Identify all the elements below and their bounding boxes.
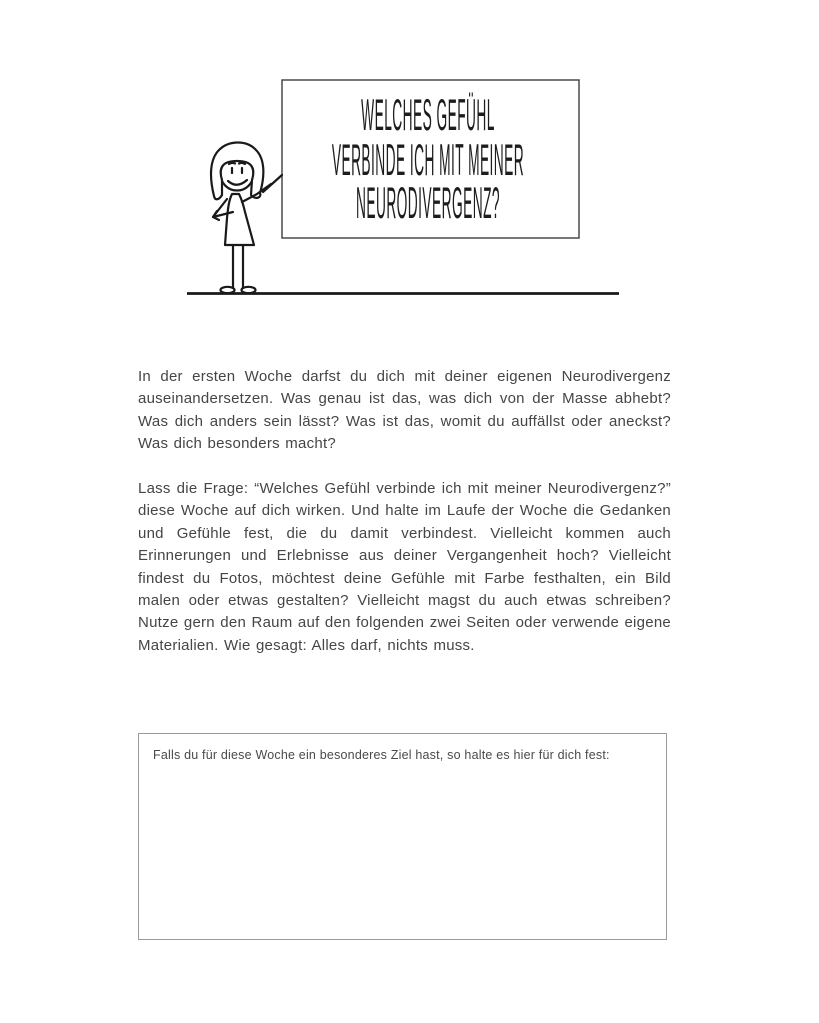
- intro-paragraph: In der ersten Woche darfst du dich mit deiner eigenen Neurodivergenz auseinandersetzen. Was genau ist das, was dich von der Masse abhebt? Was dich anders sein lässt? Was ist das, womit du auffällst oder aneckst? Was dich besonders macht?: [138, 368, 671, 453]
- instructions-paragraph: Lass die Frage: “Welches Gefühl verbinde ich mit meiner Neurodivergenz?” diese Woche auf dich wirken. Und halte im Laufe der Woche die Gedanken und Gefühle fest, die du damit verbindest. Vielleicht kommen auch Erinnerungen und Erlebnisse aus deiner Vergangenheit hoch? Vielleicht findest du Fotos, möchtest deine Gefühle mit Farbe festhalten, ein Bild malen oder etwas gestalten? Vielleicht magst du auch etwas schreiben? Nutze gern den Raum auf den folgenden zwei Seiten oder verwende eigene Materialien. Wie gesagt: Alles darf, nichts muss.: [138, 480, 672, 654]
- sign-line-1: WELCHES GEFÜHL: [361, 90, 495, 141]
- figure-smile: [228, 180, 247, 185]
- figure-pointer-stick: [263, 175, 282, 192]
- weekly-goal-box: [138, 733, 667, 940]
- sign-line-3: NEURODIVERGENZ?: [355, 178, 501, 229]
- figure-eyebrow-right: [239, 163, 245, 164]
- sign-line-2: VERBINDE ICH MIT MEINER: [331, 135, 525, 186]
- figure-dress: [225, 194, 254, 245]
- stick-figure-illustration: [185, 72, 625, 302]
- weekly-goal-label: Falls du für diese Woche ein besonderes Ziel hast, so halte es hier für dich fest:: [153, 748, 610, 762]
- figure-eyebrow-left: [229, 163, 235, 164]
